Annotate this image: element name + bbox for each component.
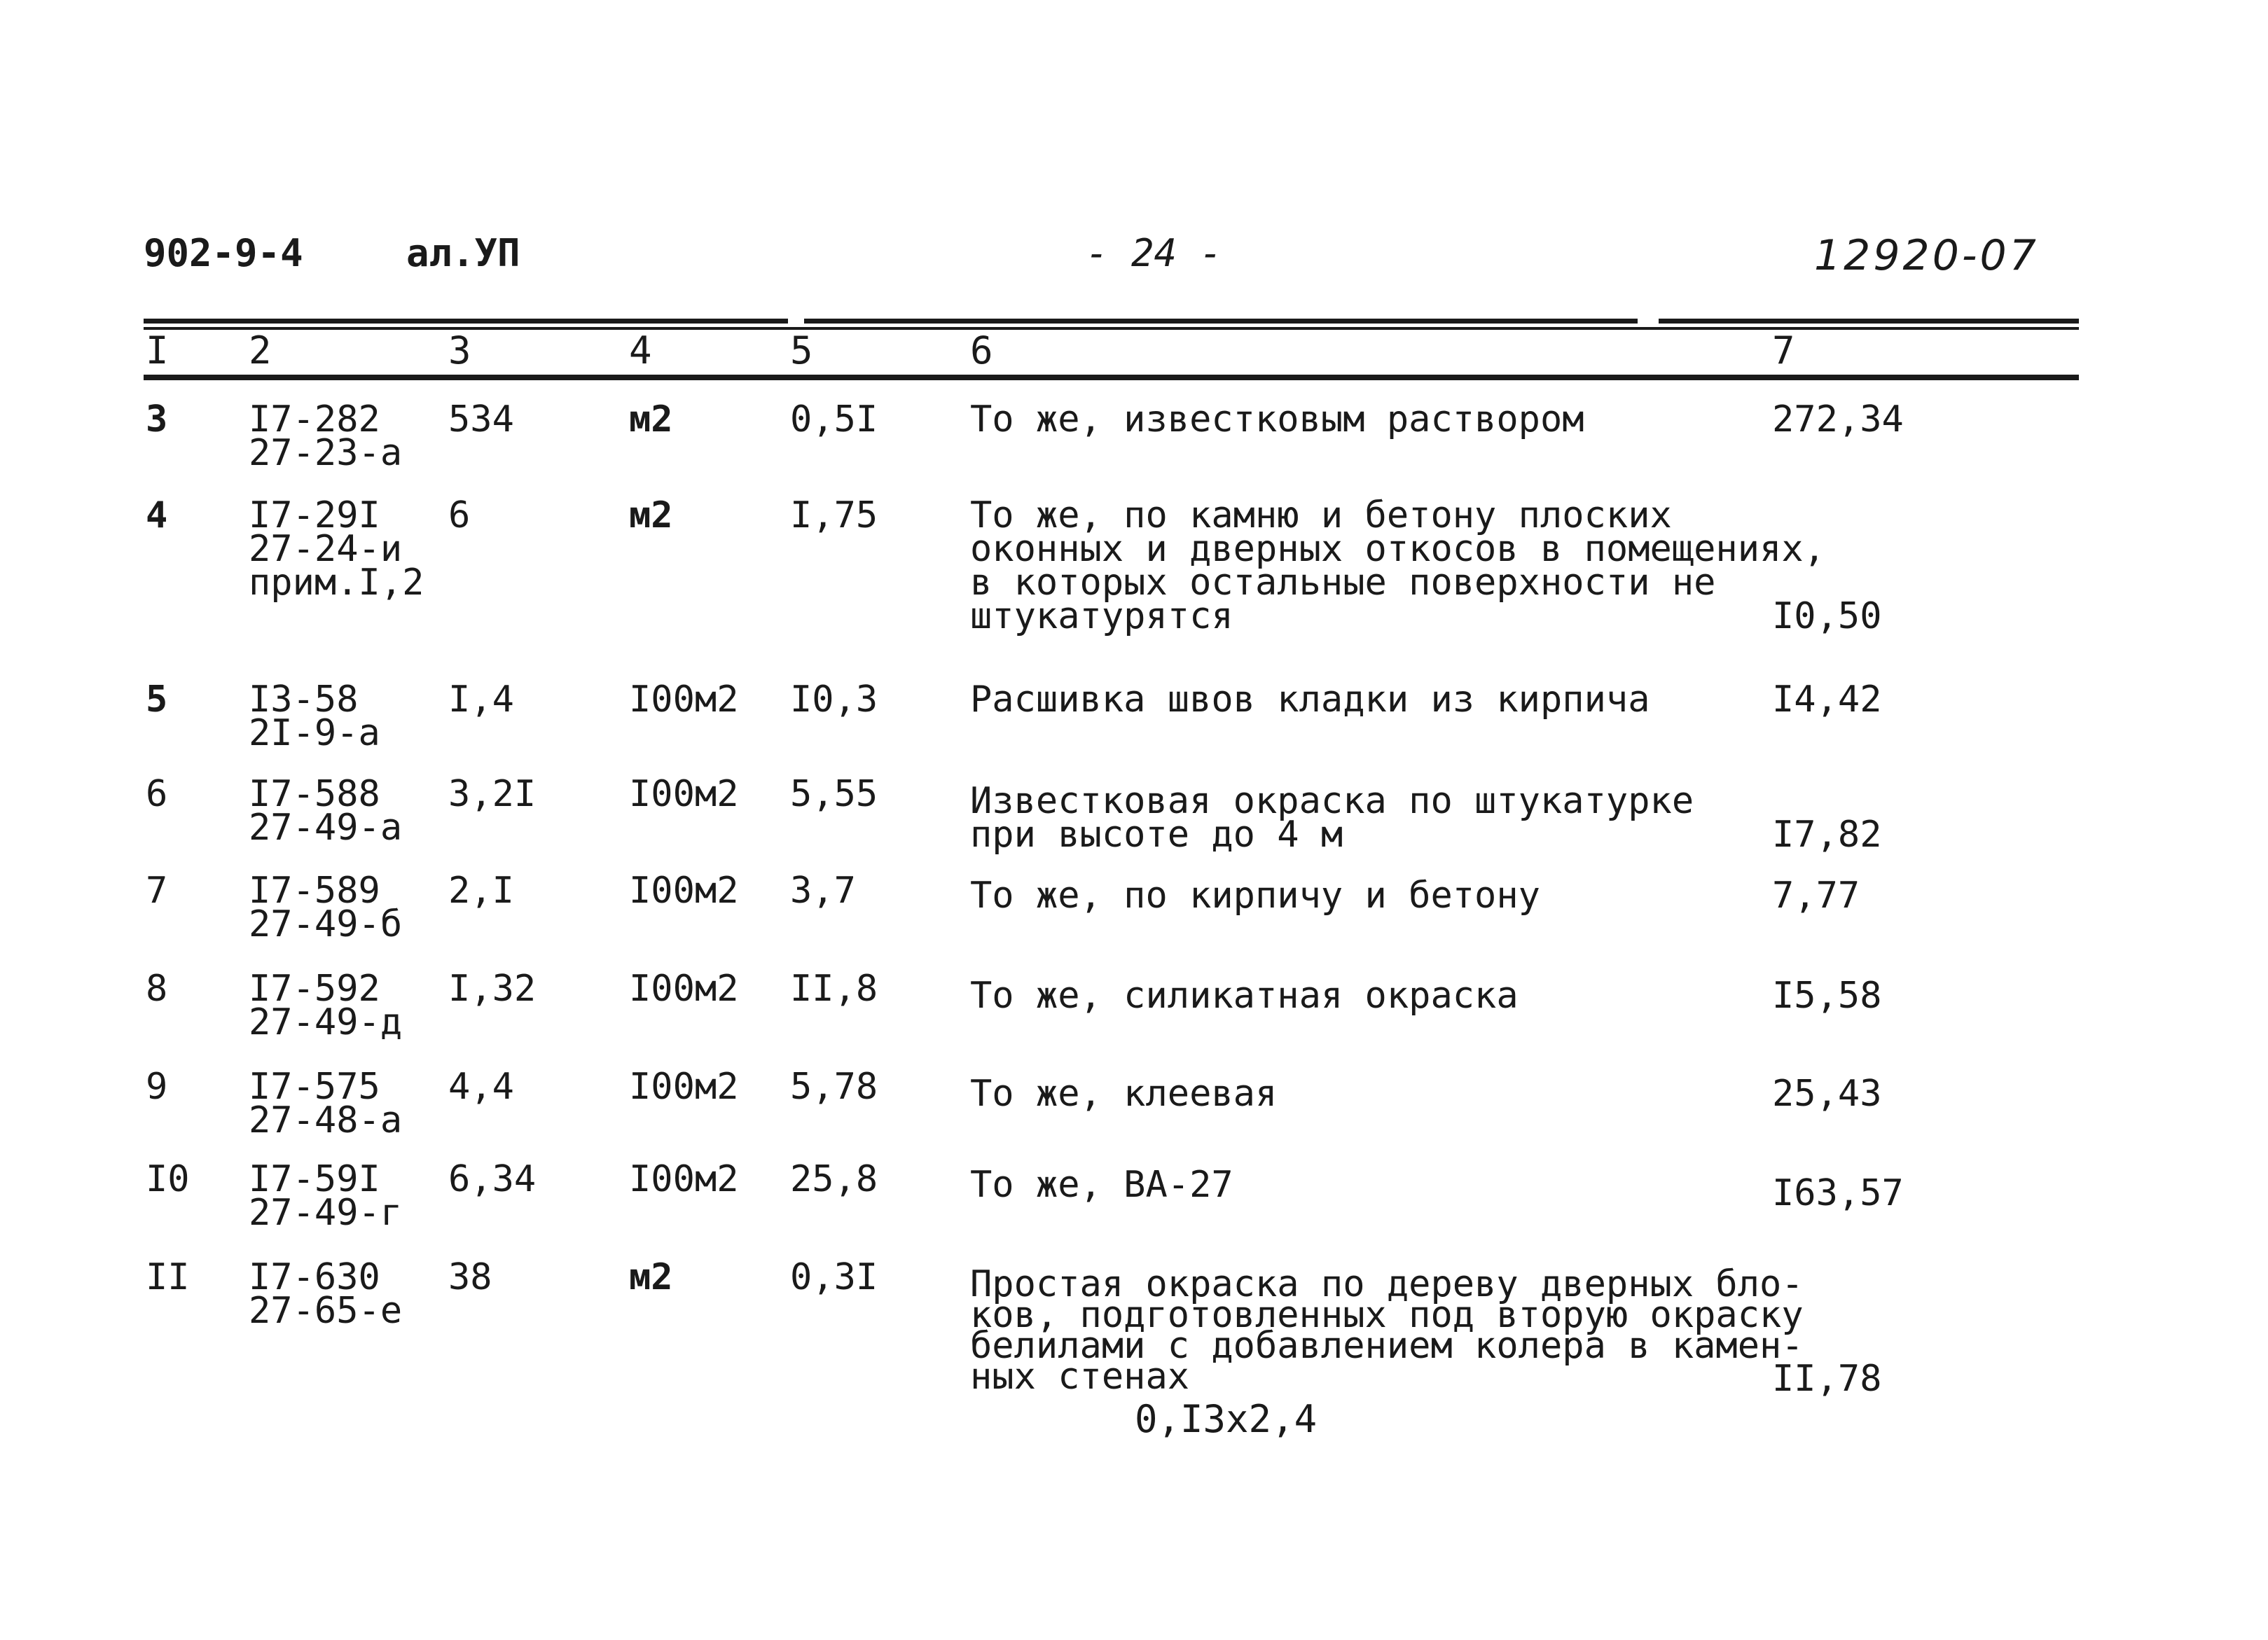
total-cost: I0,50 xyxy=(1772,595,1882,637)
unit-price: I,75 xyxy=(790,494,878,536)
unit-price: II,8 xyxy=(790,968,878,1010)
row-number: 3 xyxy=(146,398,168,440)
work-description: Известковая окраска по штукатурке при высоте до 4 м xyxy=(970,780,1694,856)
total-cost: I7,82 xyxy=(1772,814,1882,856)
page-number: - 24 - xyxy=(1086,231,1223,275)
work-description: То же, по камню и бетону плоских оконных и дверных откосов в помещениях, в которых остальные поверхности не штукатурятся xyxy=(970,494,1825,637)
total-cost: I5,58 xyxy=(1772,975,1882,1017)
table-top-rule-segment xyxy=(144,319,788,324)
unit: I00м2 xyxy=(629,679,739,721)
document-number: 902-9-4 xyxy=(144,231,303,275)
unit: I00м2 xyxy=(629,870,739,912)
norm-reference: I7-575 27-48-а xyxy=(249,1066,403,1141)
quantity: 534 xyxy=(448,398,514,440)
column-header-3: 3 xyxy=(448,328,471,373)
quantity: 6,34 xyxy=(448,1158,537,1200)
norm-reference: I7-59I 27-49-г xyxy=(249,1158,403,1234)
column-header-6: 6 xyxy=(970,328,993,373)
norm-reference: I3-58 2I-9-а xyxy=(249,679,380,754)
unit: I00м2 xyxy=(629,1066,739,1108)
unit-price: 0,3I xyxy=(790,1256,878,1298)
column-header-2: 2 xyxy=(249,328,272,373)
total-cost: I4,42 xyxy=(1772,679,1882,721)
norm-reference: I7-282 27-23-а xyxy=(249,398,403,474)
column-header-5: 5 xyxy=(790,328,813,373)
unit: м2 xyxy=(629,494,673,536)
unit-price: 25,8 xyxy=(790,1158,878,1200)
total-cost: II,78 xyxy=(1772,1358,1882,1400)
norm-reference: I7-29I 27-24-и прим.I,2 xyxy=(249,494,424,604)
work-description: То же, по кирпичу и бетону xyxy=(970,875,1540,917)
unit-price: 3,7 xyxy=(790,870,856,912)
unit: I00м2 xyxy=(629,773,739,815)
row-number: 5 xyxy=(146,679,168,721)
column-header-7: 7 xyxy=(1772,328,1795,373)
quantity: 2,I xyxy=(448,870,514,912)
column-header-1: I xyxy=(146,328,169,373)
quantity: 38 xyxy=(448,1256,492,1298)
row-number: 7 xyxy=(146,870,168,912)
row-number: 6 xyxy=(146,773,168,815)
unit: I00м2 xyxy=(629,968,739,1010)
norm-reference: I7-589 27-49-б xyxy=(249,870,403,945)
row-number: 8 xyxy=(146,968,168,1010)
work-description: То же, известковым раствором xyxy=(970,398,1584,440)
total-cost: I63,57 xyxy=(1772,1172,1904,1214)
quantity: 3,2I xyxy=(448,773,537,815)
quantity: 6 xyxy=(448,494,471,536)
table-header-rule xyxy=(144,375,2079,380)
unit-price: 0,5I xyxy=(790,398,878,440)
quantity: I,32 xyxy=(448,968,537,1010)
table-top-rule-segment xyxy=(1659,319,2079,324)
work-description: Простая окраска по дереву дверных бло- ков, подготовленных под вторую окраску белилами с добавлением колера в камен- ных стенах xyxy=(970,1263,1804,1398)
unit-price: 5,55 xyxy=(790,773,878,815)
unit-price: 5,78 xyxy=(790,1066,878,1108)
norm-reference: I7-592 27-49-д xyxy=(249,968,403,1043)
row-number: II xyxy=(146,1256,190,1298)
work-description: То же, ВА-27 xyxy=(970,1164,1233,1206)
unit: I00м2 xyxy=(629,1158,739,1200)
norm-reference: I7-588 27-49-а xyxy=(249,773,403,849)
handwritten-code: 12920-07 xyxy=(1814,231,2039,280)
quantity: 4,4 xyxy=(448,1066,514,1108)
row-number: I0 xyxy=(146,1158,190,1200)
row-number: 4 xyxy=(146,494,168,536)
work-description: Расшивка швов кладки из кирпича xyxy=(970,679,1650,721)
unit: м2 xyxy=(629,1256,673,1298)
calculation-note: 0,I3х2,4 xyxy=(1135,1397,1318,1441)
quantity: I,4 xyxy=(448,679,514,721)
album-label: ал.УП xyxy=(406,231,520,275)
norm-reference: I7-630 27-65-е xyxy=(249,1256,403,1332)
unit-price: I0,3 xyxy=(790,679,878,721)
total-cost: 7,77 xyxy=(1772,875,1860,917)
total-cost: 272,34 xyxy=(1772,398,1904,440)
column-header-4: 4 xyxy=(629,328,652,373)
work-description: То же, клеевая xyxy=(970,1073,1278,1115)
unit: м2 xyxy=(629,398,673,440)
row-number: 9 xyxy=(146,1066,168,1108)
total-cost: 25,43 xyxy=(1772,1073,1882,1115)
table-top-rule-segment xyxy=(804,319,1638,324)
work-description: То же, силикатная окраска xyxy=(970,975,1519,1017)
